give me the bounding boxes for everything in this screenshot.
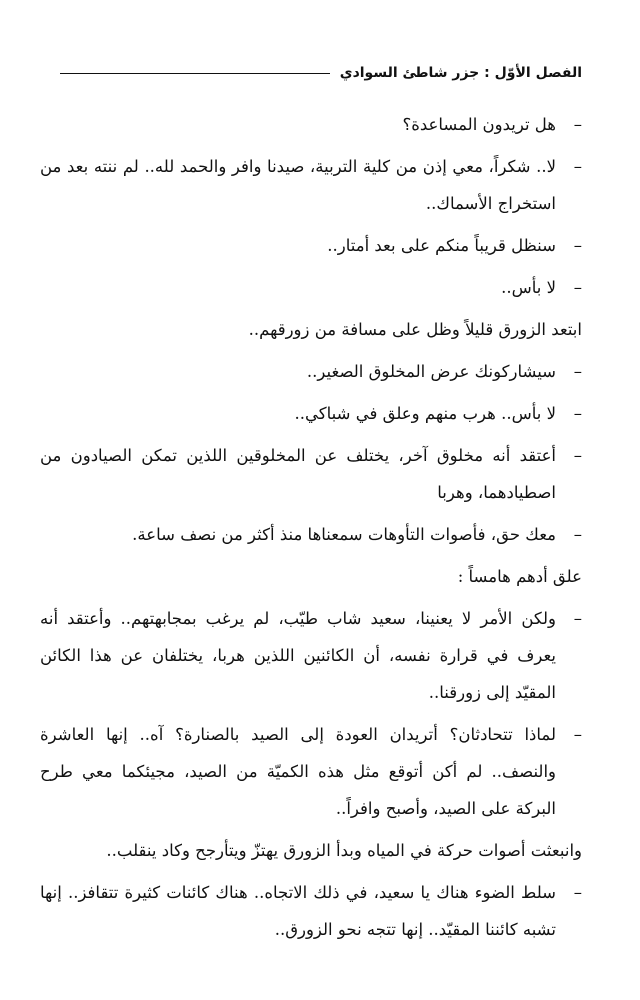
dialogue-dash: – xyxy=(573,609,582,628)
paragraph-text: سنظل قريباً منكم على بعد أمتار.. xyxy=(327,236,556,255)
running-header xyxy=(60,62,582,84)
dialogue-dash: – xyxy=(573,115,582,134)
dialogue-line xyxy=(40,106,582,143)
paragraph-text: وانبعثت أصوات حركة في المياه وبدأ الزورق يهتزّ ويتأرجح وكاد ينقلب.. xyxy=(106,841,582,860)
paragraph-text: لا.. شكراً، معي إذن من كلية التربية، صيدنا وافر والحمد لله.. لم ننته بعد من استخراج الأسماك.. xyxy=(40,157,556,213)
dialogue-line xyxy=(40,600,582,711)
dialogue-line xyxy=(40,353,582,390)
dialogue-dash: – xyxy=(573,883,582,902)
header-rule xyxy=(60,73,330,74)
narration-paragraph xyxy=(40,558,582,595)
dialogue-line xyxy=(40,395,582,432)
paragraph-text: لماذا تتحادثان؟ أتريدان العودة إلى الصيد بالصنارة؟ آه.. إنها العاشرة والنصف.. لم أكن أتوقع مثل هذه الكميّة من الصيد، مجيئكما معي طرح البركة على الصيد، وأصبح وافراً.. xyxy=(40,725,556,818)
dialogue-line xyxy=(40,516,582,553)
narration-paragraph xyxy=(40,832,582,869)
paragraph-text: سيشاركونك عرض المخلوق الصغير.. xyxy=(306,362,556,381)
dialogue-line xyxy=(40,227,582,264)
paragraph-text: ولكن الأمر لا يعنينا، سعيد شاب طيّب، لم يرغب بمجابهتهم.. وأعتقد أنه يعرف في قرارة نفسه، أن الكائنين اللذين هربا، يختلفان عن هذا الكائن المقيّد إلى زورقنا.. xyxy=(40,609,556,702)
dialogue-dash: – xyxy=(573,404,582,423)
dialogue-dash: – xyxy=(573,725,582,744)
body-text xyxy=(40,106,582,953)
chapter-title: الفصل الأوّل : جزر شاطئ السوادي xyxy=(339,65,582,81)
paragraph-text: معك حق، فأصوات التأوهات سمعناها منذ أكثر من نصف ساعة. xyxy=(132,525,556,544)
dialogue-dash: – xyxy=(573,362,582,381)
dialogue-line xyxy=(40,269,582,306)
paragraph-text: سلط الضوء هناك يا سعيد، في ذلك الاتجاه.. هناك كائنات كثيرة تتقافز.. إنها تشبه كائننا المقيّد.. إنها تتجه نحو الزورق.. xyxy=(40,883,556,939)
dialogue-line xyxy=(40,874,582,948)
dialogue-line xyxy=(40,716,582,827)
paragraph-text: ابتعد الزورق قليلاً وظل على مسافة من زورقهم.. xyxy=(248,320,582,339)
paragraph-text: لا بأس.. هرب منهم وعلق في شباكي.. xyxy=(294,404,556,423)
dialogue-line xyxy=(40,437,582,511)
narration-paragraph xyxy=(40,311,582,348)
paragraph-text: هل تريدون المساعدة؟ xyxy=(402,115,556,134)
dialogue-dash: – xyxy=(573,446,582,465)
dialogue-line xyxy=(40,148,582,222)
dialogue-dash: – xyxy=(573,157,582,176)
dialogue-dash: – xyxy=(573,236,582,255)
paragraph-text: لا بأس.. xyxy=(501,278,556,297)
dialogue-dash: – xyxy=(573,278,582,297)
paragraph-text: علق أدهم هامساً : xyxy=(457,567,582,586)
dialogue-dash: – xyxy=(573,525,582,544)
paragraph-text: أعتقد أنه مخلوق آخر، يختلف عن المخلوقين اللذين تمكن الصيادون من اصطيادهما، وهربا xyxy=(40,446,556,502)
